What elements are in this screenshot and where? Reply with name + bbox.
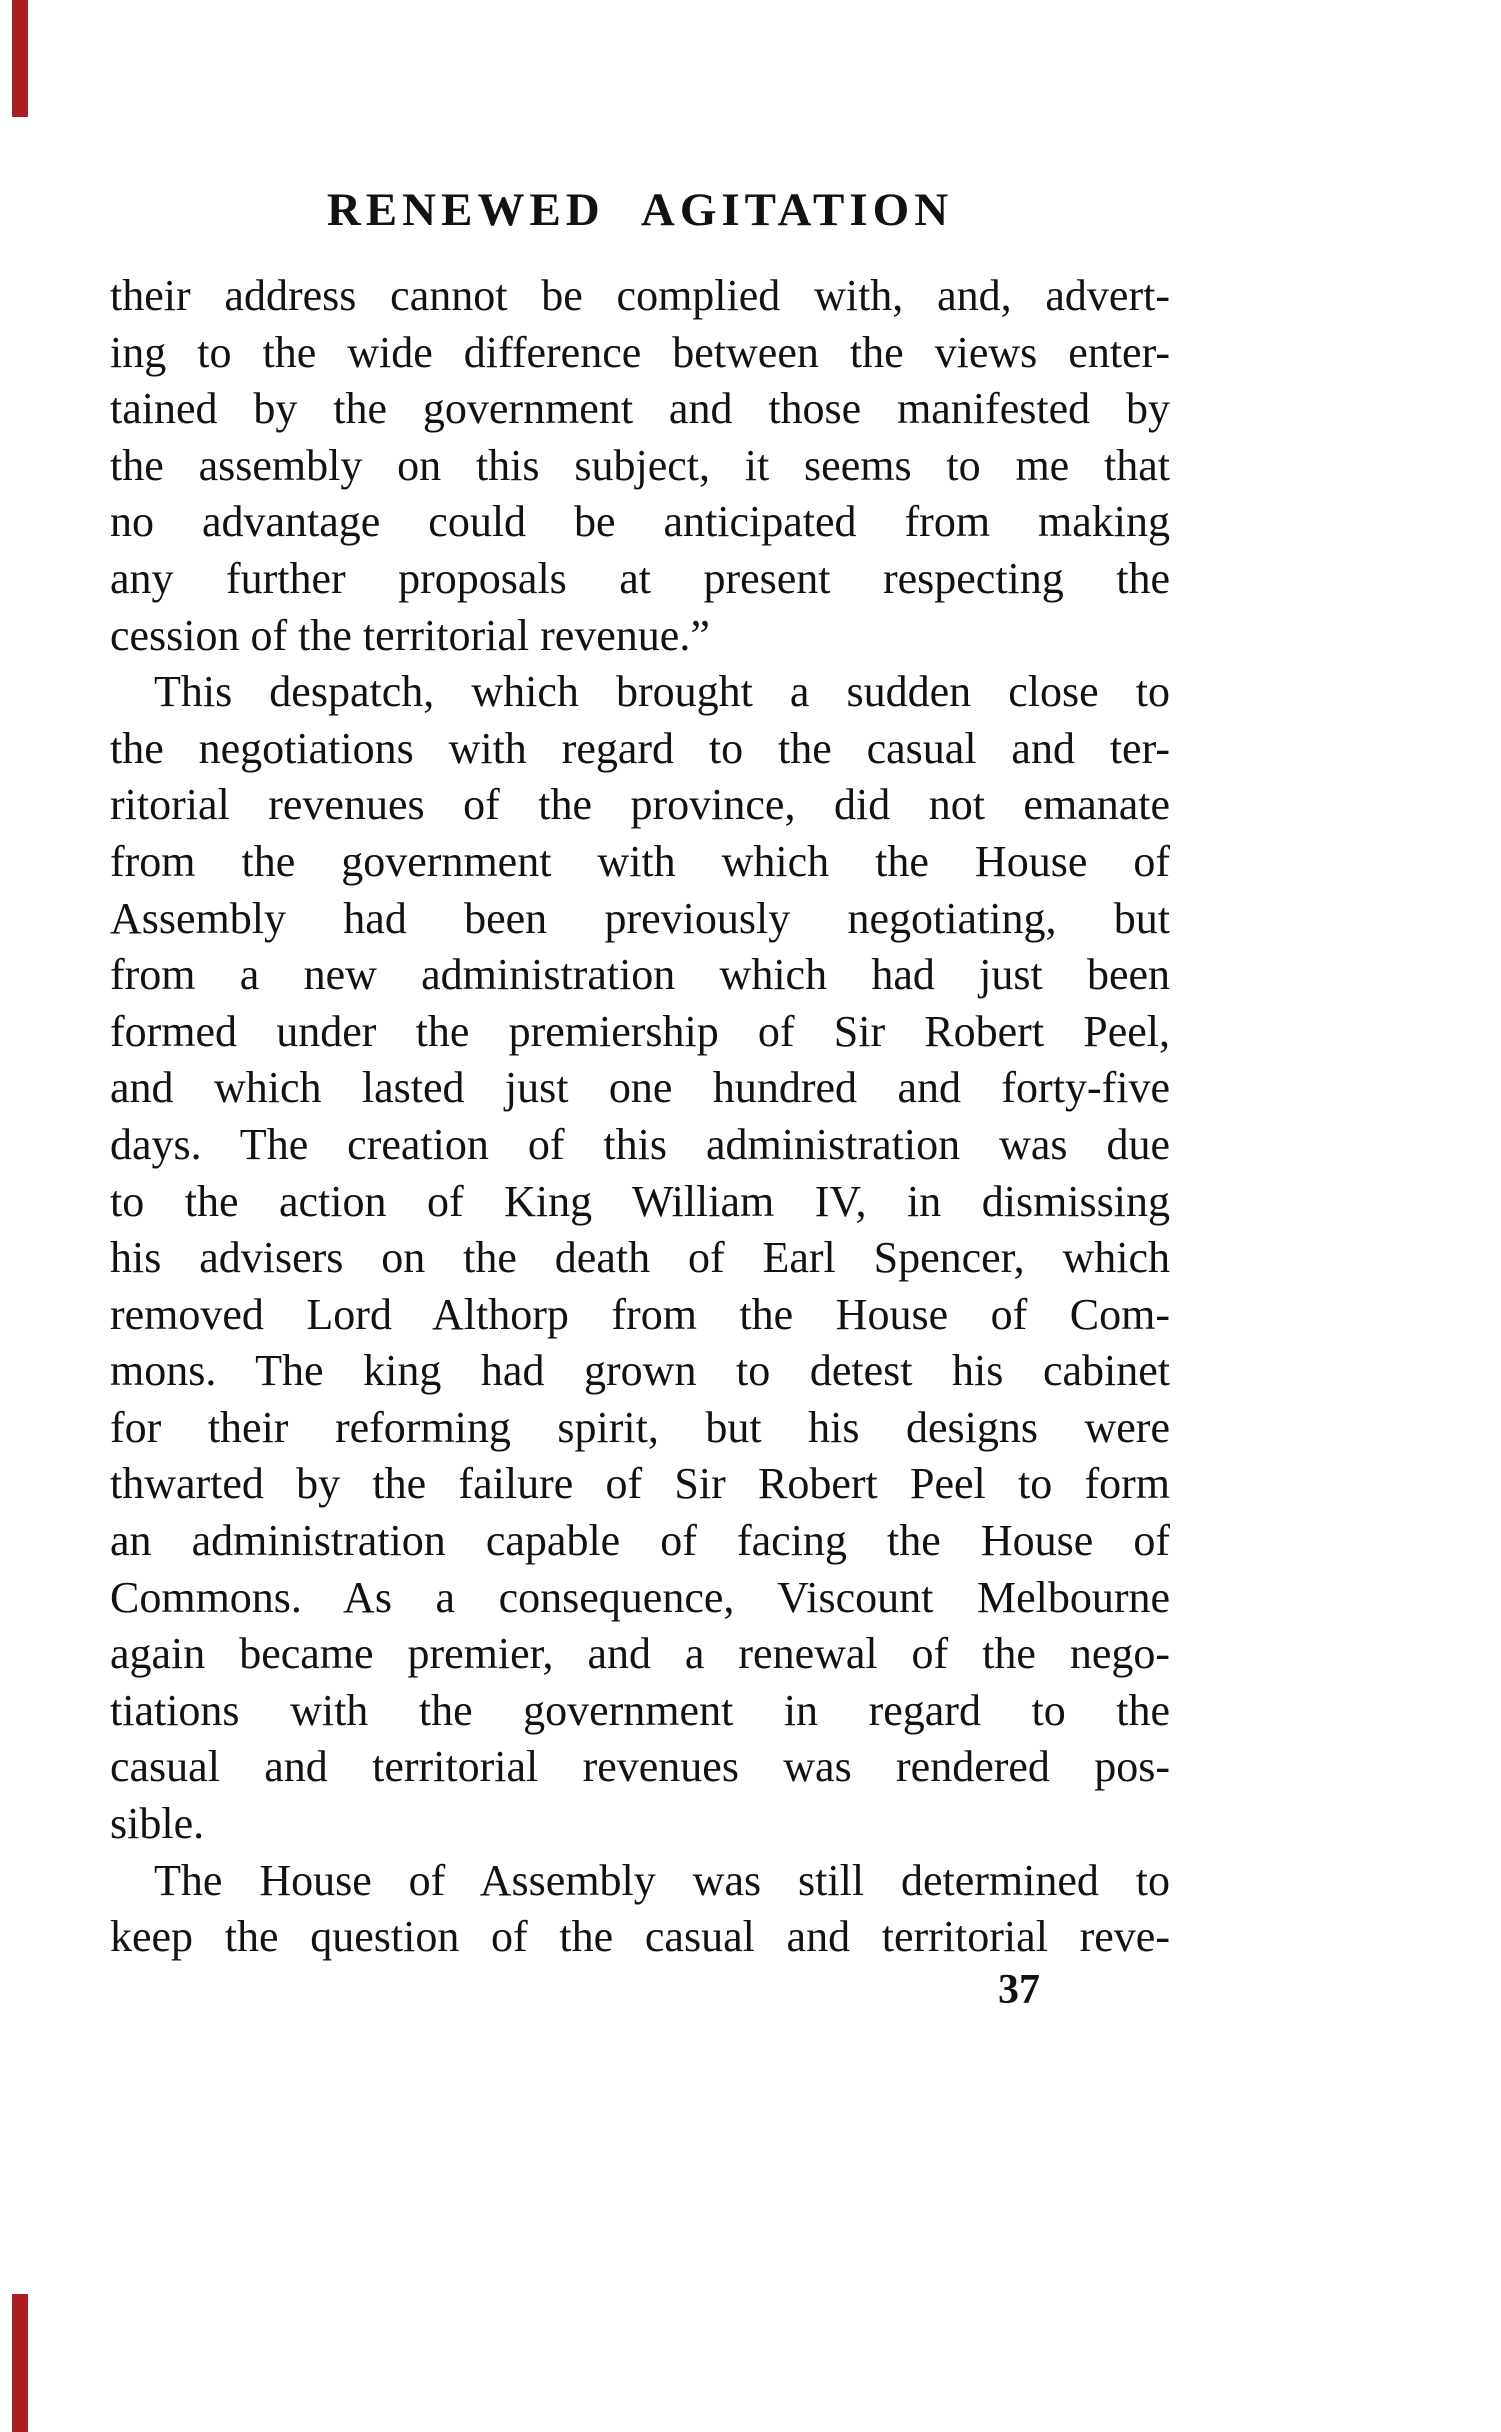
text-line: his advisers on the death of Earl Spencer, which [110,1233,1170,1283]
scan-artifact-bottom [12,2294,28,2432]
text-line: the negotiations with regard to the casual and ter- [110,723,1170,773]
running-head: RENEWED AGITATION [326,184,954,236]
text-line: tiations with the government in regard to the [110,1685,1170,1735]
text-line: casual and territorial revenues was rendered pos- [110,1742,1170,1792]
scan-artifact-top [12,0,28,117]
text-line: days. The creation of this administration was due [110,1119,1170,1169]
text-line: Assembly had been previously negotiating, but [110,893,1170,943]
text-line: formed under the premiership of Sir Robert Peel, [110,1006,1170,1056]
body-text [110,268,1170,1966]
text-line: to the action of King William IV, in dismissing [110,1176,1170,1226]
text-line: ritorial revenues of the province, did not emanate [110,780,1170,830]
text-line: no advantage could be anticipated from making [110,497,1170,547]
text-line: from the government with which the House of [110,836,1170,886]
text-line: mons. The king had grown to detest his cabinet [110,1346,1170,1396]
text-line: thwarted by the failure of Sir Robert Peel to form [110,1459,1170,1509]
text-line: for their reforming spirit, but his designs were [110,1402,1170,1452]
text-line: and which lasted just one hundred and forty-five [110,1063,1170,1113]
text-line: the assembly on this subject, it seems to me that [110,440,1170,490]
text-line: The House of Assembly was still determined to [154,1855,1170,1905]
text-line: ing to the wide difference between the views enter- [110,327,1170,377]
text-line: tained by the government and those manifested by [110,384,1170,434]
text-line: their address cannot be complied with, and, advert- [110,271,1170,320]
page-number: 37 [998,1967,1040,2013]
text-line: an administration capable of facing the House of [110,1516,1170,1566]
text-line: This despatch, which brought a sudden close to [154,667,1170,717]
text-line: keep the question of the casual and territorial reve- [110,1912,1170,1962]
text-line: from a new administration which had just been [110,950,1170,1000]
text-line: any further proposals at present respecting the [110,553,1170,603]
text-line: Commons. As a consequence, Viscount Melbourne [110,1572,1170,1622]
text-line: again became premier, and a renewal of the nego- [110,1629,1170,1679]
text-line: sible. [110,1799,205,1849]
text-line: cession of the territorial revenue.” [110,610,710,660]
text-line: removed Lord Althorp from the House of Com- [110,1289,1170,1339]
